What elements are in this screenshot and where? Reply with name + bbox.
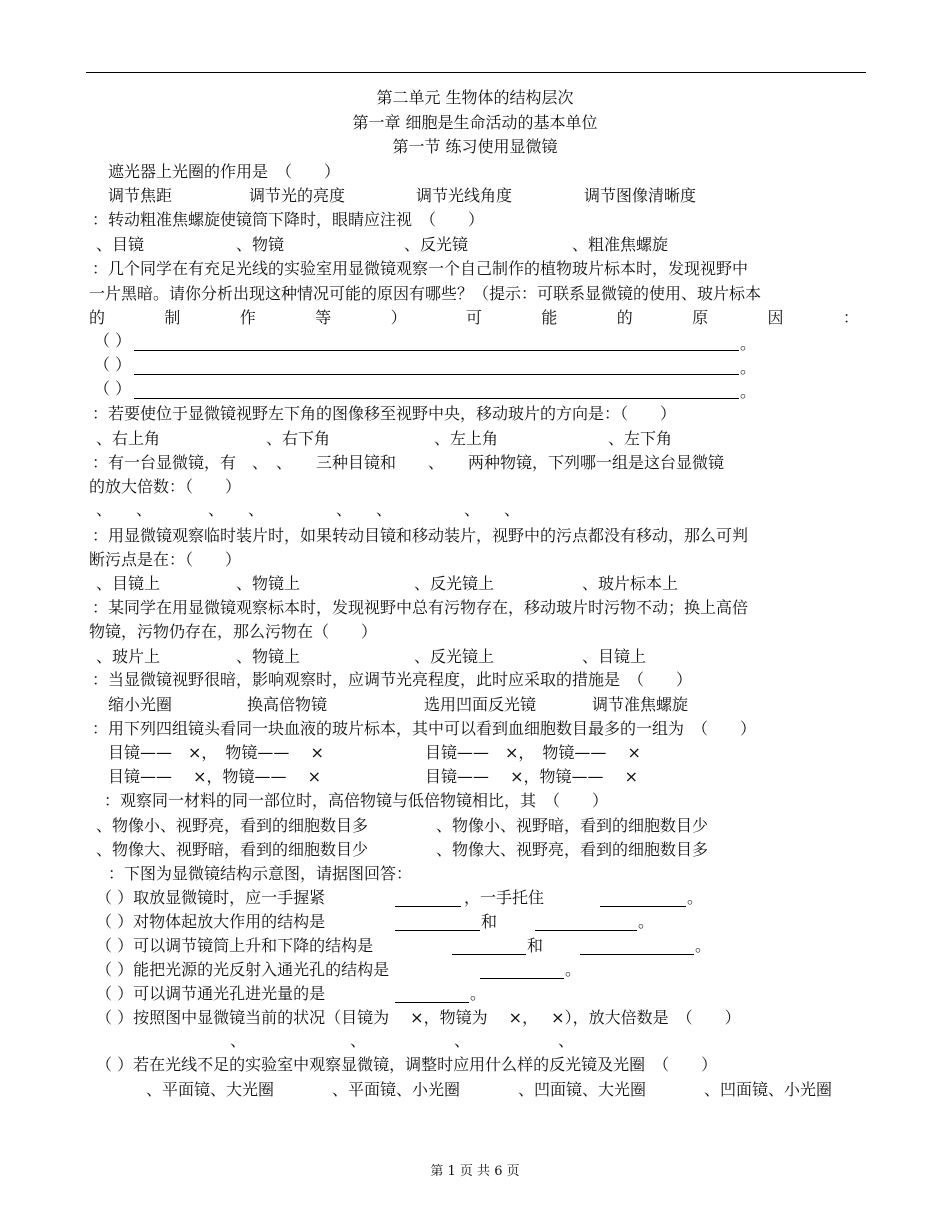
q3-line2: 一片黑暗。请你分析出现这种情况可能的原因有哪些？（提示：可联系显微镜的使用、玻片标本 xyxy=(89,284,762,303)
q8-stem: ：当显微镜视野很暗，影响观察时，应调节光亮程度，此时应采取的措施是 （ ） xyxy=(92,670,693,689)
q5-options: 、 、 、 、 、 、 、 、 xyxy=(96,500,521,519)
q11-sub1-blank-1[interactable] xyxy=(395,906,461,907)
q2-option-a: 、目镜 xyxy=(96,235,145,254)
q11-sub4-blank[interactable] xyxy=(480,978,564,979)
q3-blank1-label: （ ） xyxy=(94,331,132,350)
q9-stem: ：用下列四组镜头看同一块血液的玻片标本，其中可以看到血细胞数目最多的一组为 （ ） xyxy=(92,719,757,738)
unit-title: 第二单元 生物体的结构层次 xyxy=(376,88,574,107)
q8-option-c: 选用凹面反光镜 xyxy=(424,695,537,714)
q11-sub3-blank-1[interactable] xyxy=(452,954,526,955)
q2-stem: ：转动粗准焦螺旋使镜筒下降时，眼睛应注视 （ ） xyxy=(92,210,485,229)
q4-option-c: 、左上角 xyxy=(434,429,499,448)
q2-option-d: 、粗准焦螺旋 xyxy=(572,235,669,254)
q10-option-d: 、物像大、视野亮，看到的细胞数目多 xyxy=(436,840,709,859)
q6-line1: ：用显微镜观察临时装片时，如果转动目镜和移动装片，视野中的污点都没有移动，那么可判 xyxy=(92,526,749,545)
q3-blank3-label: （ ） xyxy=(94,379,132,398)
q6-option-b: 、物镜上 xyxy=(236,574,301,593)
q11-sub3-text: （ ）可以调节镜筒上升和下降的结构是 xyxy=(96,936,374,955)
q1-option-d: 调节图像清晰度 xyxy=(584,186,697,205)
q11-sub1-blank-2[interactable] xyxy=(600,906,686,907)
q11-sub6-text: （ ）按照图中显微镜当前的状况（目镜为 ×，物镜为 ×， ×），放大倍数是 （ ） xyxy=(96,1008,741,1027)
q11-sub7-text: （ ）若在光线不足的实验室中观察显微镜，调整时应用什么样的反光镜及光圈 （ ） xyxy=(96,1055,718,1074)
q3-line3: 的 制 作 等 ） 可 能 的 原 因 ： xyxy=(89,308,859,327)
q9-option-a: 目镜—— ×， 物镜—— × xyxy=(108,743,324,762)
q5-line1: ：有一台显微镜，有 、 、 三种目镜和 、 两种物镜，下列哪一组是这台显微镜 xyxy=(92,453,725,472)
q11-sub7-option-d: 、凹面镜、小光圈 xyxy=(704,1080,833,1099)
q11-sub2-blank-2[interactable] xyxy=(535,930,637,931)
q10-option-b: 、物像小、视野暗，看到的细胞数目少 xyxy=(436,816,709,835)
q8-option-b: 换高倍物镜 xyxy=(247,695,328,714)
q3-blank2-end: 。 xyxy=(740,358,757,377)
q11-sub5-text: （ ）可以调节通光孔进光量的是 xyxy=(96,984,326,1003)
q10-option-c: 、物像大、视野暗，看到的细胞数目少 xyxy=(96,840,369,859)
q11-sub1-text: （ ）取放显微镜时，应一手握紧 xyxy=(96,888,326,907)
q10-option-a: 、物像小、视野亮，看到的细胞数目多 xyxy=(96,816,369,835)
q6-option-a: 、目镜上 xyxy=(96,574,161,593)
q11-sub2-end: 。 xyxy=(638,912,655,931)
q7-line1: ：某同学在用显微镜观察标本时，发现视野中总有污物存在，移动玻片时污物不动；换上高倍 xyxy=(92,598,749,617)
q4-option-d: 、左下角 xyxy=(608,429,673,448)
q11-sub6-options: 、 、 、 、 xyxy=(230,1031,575,1050)
q4-stem: ：若要使位于显微镜视野左下角的图像移至视野中央，移动玻片的方向是：（ ） xyxy=(92,404,677,423)
q4-option-a: 、右上角 xyxy=(96,429,161,448)
q11-sub1-end: 。 xyxy=(687,888,704,907)
q7-option-c: 、反光镜上 xyxy=(414,647,495,666)
q2-option-b: 、物镜 xyxy=(236,235,285,254)
q11-sub7-option-b: 、平面镜、小光圈 xyxy=(332,1080,461,1099)
q3-blank3-end: 。 xyxy=(740,382,757,401)
q11-sub5-end: 。 xyxy=(470,984,487,1003)
q7-option-b: 、物镜上 xyxy=(236,647,301,666)
q11-sub4-end: 。 xyxy=(565,960,582,979)
q9-option-d: 目镜—— ×，物镜—— × xyxy=(425,767,638,786)
q1-stem: 遮光器上光圈的作用是 （ ） xyxy=(108,162,341,181)
q7-line2: 物镜，污物仍存在，那么污物在（ ） xyxy=(89,622,378,641)
q11-sub7-option-c: 、凹面镜、大光圈 xyxy=(518,1080,647,1099)
q11-sub3-end: 。 xyxy=(695,936,712,955)
q11-sub3-blank-2[interactable] xyxy=(580,954,694,955)
chapter-title: 第一章 细胞是生命活动的基本单位 xyxy=(352,113,598,132)
section-title: 第一节 练习使用显微镜 xyxy=(392,137,558,156)
q3-answer-blank-1[interactable] xyxy=(134,350,739,351)
q6-option-d: 、玻片标本上 xyxy=(582,574,679,593)
q1-option-b: 调节光的亮度 xyxy=(249,186,346,205)
q3-blank2-label: （ ） xyxy=(94,355,132,374)
q11-sub2-text: （ ）对物体起放大作用的结构是 xyxy=(96,912,326,931)
q6-option-c: 、反光镜上 xyxy=(414,574,495,593)
q2-option-c: 、反光镜 xyxy=(404,235,469,254)
q8-option-d: 调节准焦螺旋 xyxy=(592,695,689,714)
q11-sub5-blank[interactable] xyxy=(395,1002,469,1003)
q9-option-c: 目镜—— ×，物镜—— × xyxy=(108,767,321,786)
q3-answer-blank-3[interactable] xyxy=(134,398,739,399)
q1-option-a: 调节焦距 xyxy=(108,186,173,205)
q6-line2: 断污点是在：（ ） xyxy=(89,550,242,569)
q11-stem: ：下图为显微镜结构示意图，请据图回答： xyxy=(108,864,413,883)
page-number-footer: 第 1 页 共 6 页 xyxy=(430,1164,520,1179)
q7-option-d: 、目镜上 xyxy=(582,647,647,666)
q9-option-b: 目镜—— ×， 物镜—— × xyxy=(425,743,641,762)
q3-blank1-end: 。 xyxy=(740,334,757,353)
header-rule xyxy=(86,72,866,73)
q3-line1: ：几个同学在有充足光线的实验室用显微镜观察一个自己制作的植物玻片标本时，发现视野中 xyxy=(92,259,749,278)
q1-option-c: 调节光线角度 xyxy=(416,186,513,205)
q3-answer-blank-2[interactable] xyxy=(134,374,739,375)
q11-sub2-blank-1[interactable] xyxy=(395,930,480,931)
q4-option-b: 、右下角 xyxy=(266,429,331,448)
q5-line2: 的放大倍数：（ ） xyxy=(89,477,242,496)
q11-sub7-option-a: 、平面镜、大光圈 xyxy=(146,1080,275,1099)
q11-sub1-mid: ，一手托住 xyxy=(464,888,545,907)
q11-sub2-mid: 和 xyxy=(481,912,498,931)
q8-option-a: 缩小光圈 xyxy=(108,695,173,714)
q11-sub4-text: （ ）能把光源的光反射入通光孔的结构是 xyxy=(96,960,390,979)
q7-option-a: 、玻片上 xyxy=(96,647,161,666)
q11-sub3-mid: 和 xyxy=(527,936,544,955)
q10-stem: ：观察同一材料的同一部位时，高倍物镜与低倍物镜相比，其 （ ） xyxy=(104,791,609,810)
